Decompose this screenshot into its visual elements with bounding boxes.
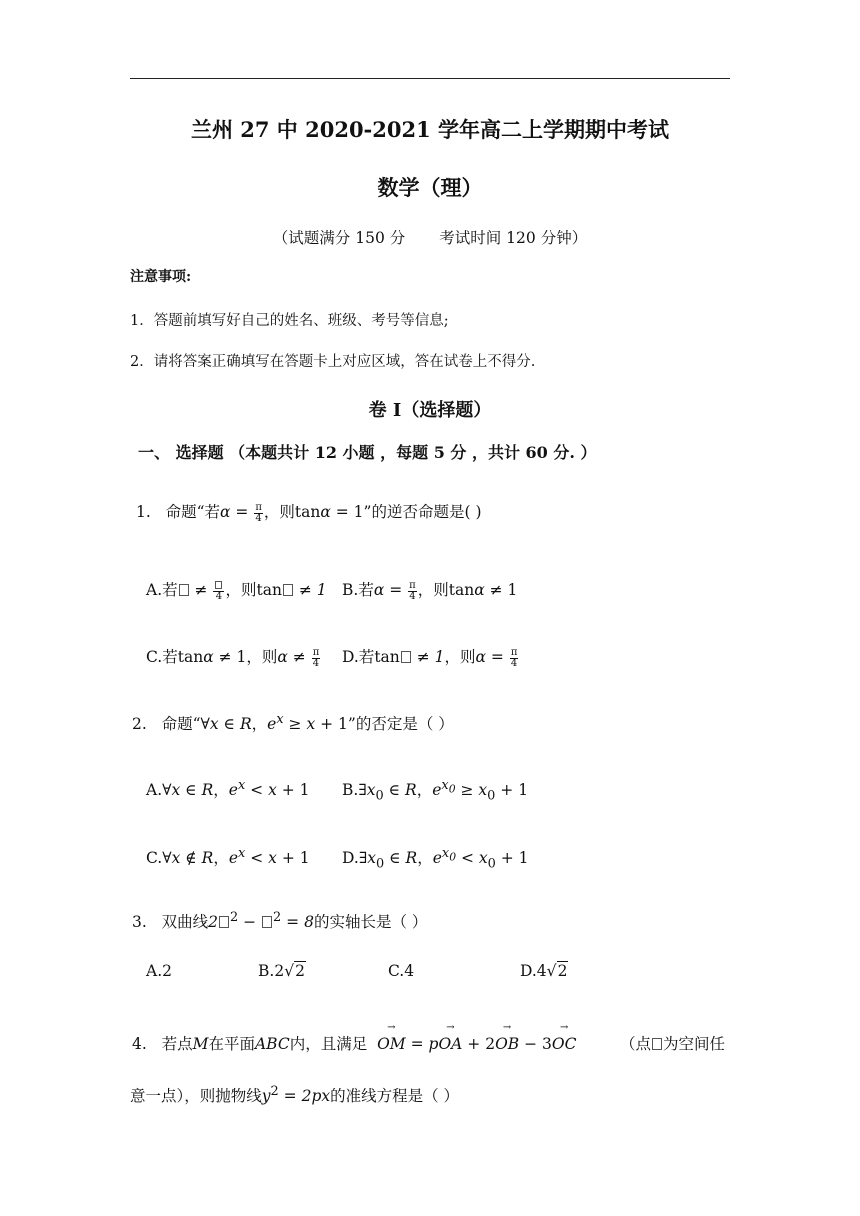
- q1-option-d: D.若tan ≠ 1，则α = $\frac{\pi}{4}$: [342, 646, 518, 669]
- question-2: 2. 命题“∀x ∈ R，$e^x \ge x + 1$”的否定是（ ）: [132, 712, 454, 734]
- exam-title: 兰州 27 中 2020-2021 学年高二上学期期中考试: [190, 117, 670, 142]
- exam-subject: 数学（理）: [377, 175, 483, 200]
- score-info: （试题满分 150 分: [272, 229, 406, 247]
- section-title: 一、 选择题 （本题共计 12 小题 ，每题 5 分 ，共计 60 分. ）: [138, 443, 597, 462]
- missing-glyph-icon: [215, 581, 222, 589]
- question-1: 1. 命题“若α = $\frac{\pi}{4}$ ，则tanα = 1”的逆否命题是( ): [136, 501, 482, 524]
- q3-option-c: C.4: [388, 962, 415, 980]
- note-item: 1．答题前填写好自己的姓名、班级、考号等信息;: [130, 313, 449, 329]
- missing-glyph-icon: [652, 1038, 662, 1050]
- q2-option-d: $D.\exists x_0$ ∈ R，$e^{x_0} < x_0 + 1$: [342, 846, 529, 872]
- volume-title: 卷 I（选择题）: [368, 400, 492, 421]
- missing-glyph-icon: [401, 651, 411, 663]
- time-info: 考试时间 120 分钟）: [439, 229, 588, 247]
- notes-heading: 注意事项:: [130, 269, 192, 285]
- note-item: 2．请将答案正确填写在答题卡上对应区域，答在试卷上不得分.: [130, 354, 536, 370]
- q3-option-b: B.2√2: [258, 962, 305, 980]
- q2-option-c: C.∀x ∉ R，$e^x < x + 1$: [146, 846, 310, 868]
- missing-glyph-icon: [262, 916, 272, 928]
- q3-option-d: D.4√2: [520, 962, 568, 980]
- header-rule: [130, 78, 730, 79]
- q3-option-a: A.2: [146, 962, 172, 980]
- question-4-line2: 意一点），则抛物线$y^2 = 2px$的准线方程是（ ）: [130, 1084, 460, 1106]
- missing-glyph-icon: [179, 584, 189, 596]
- q1-option-b: B.若α = $\frac{\pi}{4}$ ，则tanα ≠ 1: [342, 579, 518, 602]
- missing-glyph-icon: [219, 916, 229, 928]
- q1-option-a: A.若 ≠ 4 ，则tan ≠ 1: [146, 581, 327, 602]
- question-3: 3. 双曲线2 $^2$ − $^2$ = 8的实轴长是（ ）: [132, 910, 428, 932]
- question-4: 4. 若点M在平面ABC内，且满足 → OM = p→ OA + 2→ OB − 3→ OC: [132, 1032, 576, 1054]
- q1-option-c: C.若tanα ≠ 1，则α ≠ $\frac{\pi}{4}$: [146, 646, 320, 669]
- question-4-note: （点 为空间任: [620, 1035, 726, 1053]
- exam-info: [0, 226, 860, 248]
- missing-glyph-icon: [283, 584, 293, 596]
- q2-option-b: $B.\exists x_0$ ∈ R，$e^{x_0} \ge x_0 + 1$: [342, 778, 529, 804]
- q2-option-a: A.∀x ∈ R，$e^x < x + 1$: [146, 778, 310, 800]
